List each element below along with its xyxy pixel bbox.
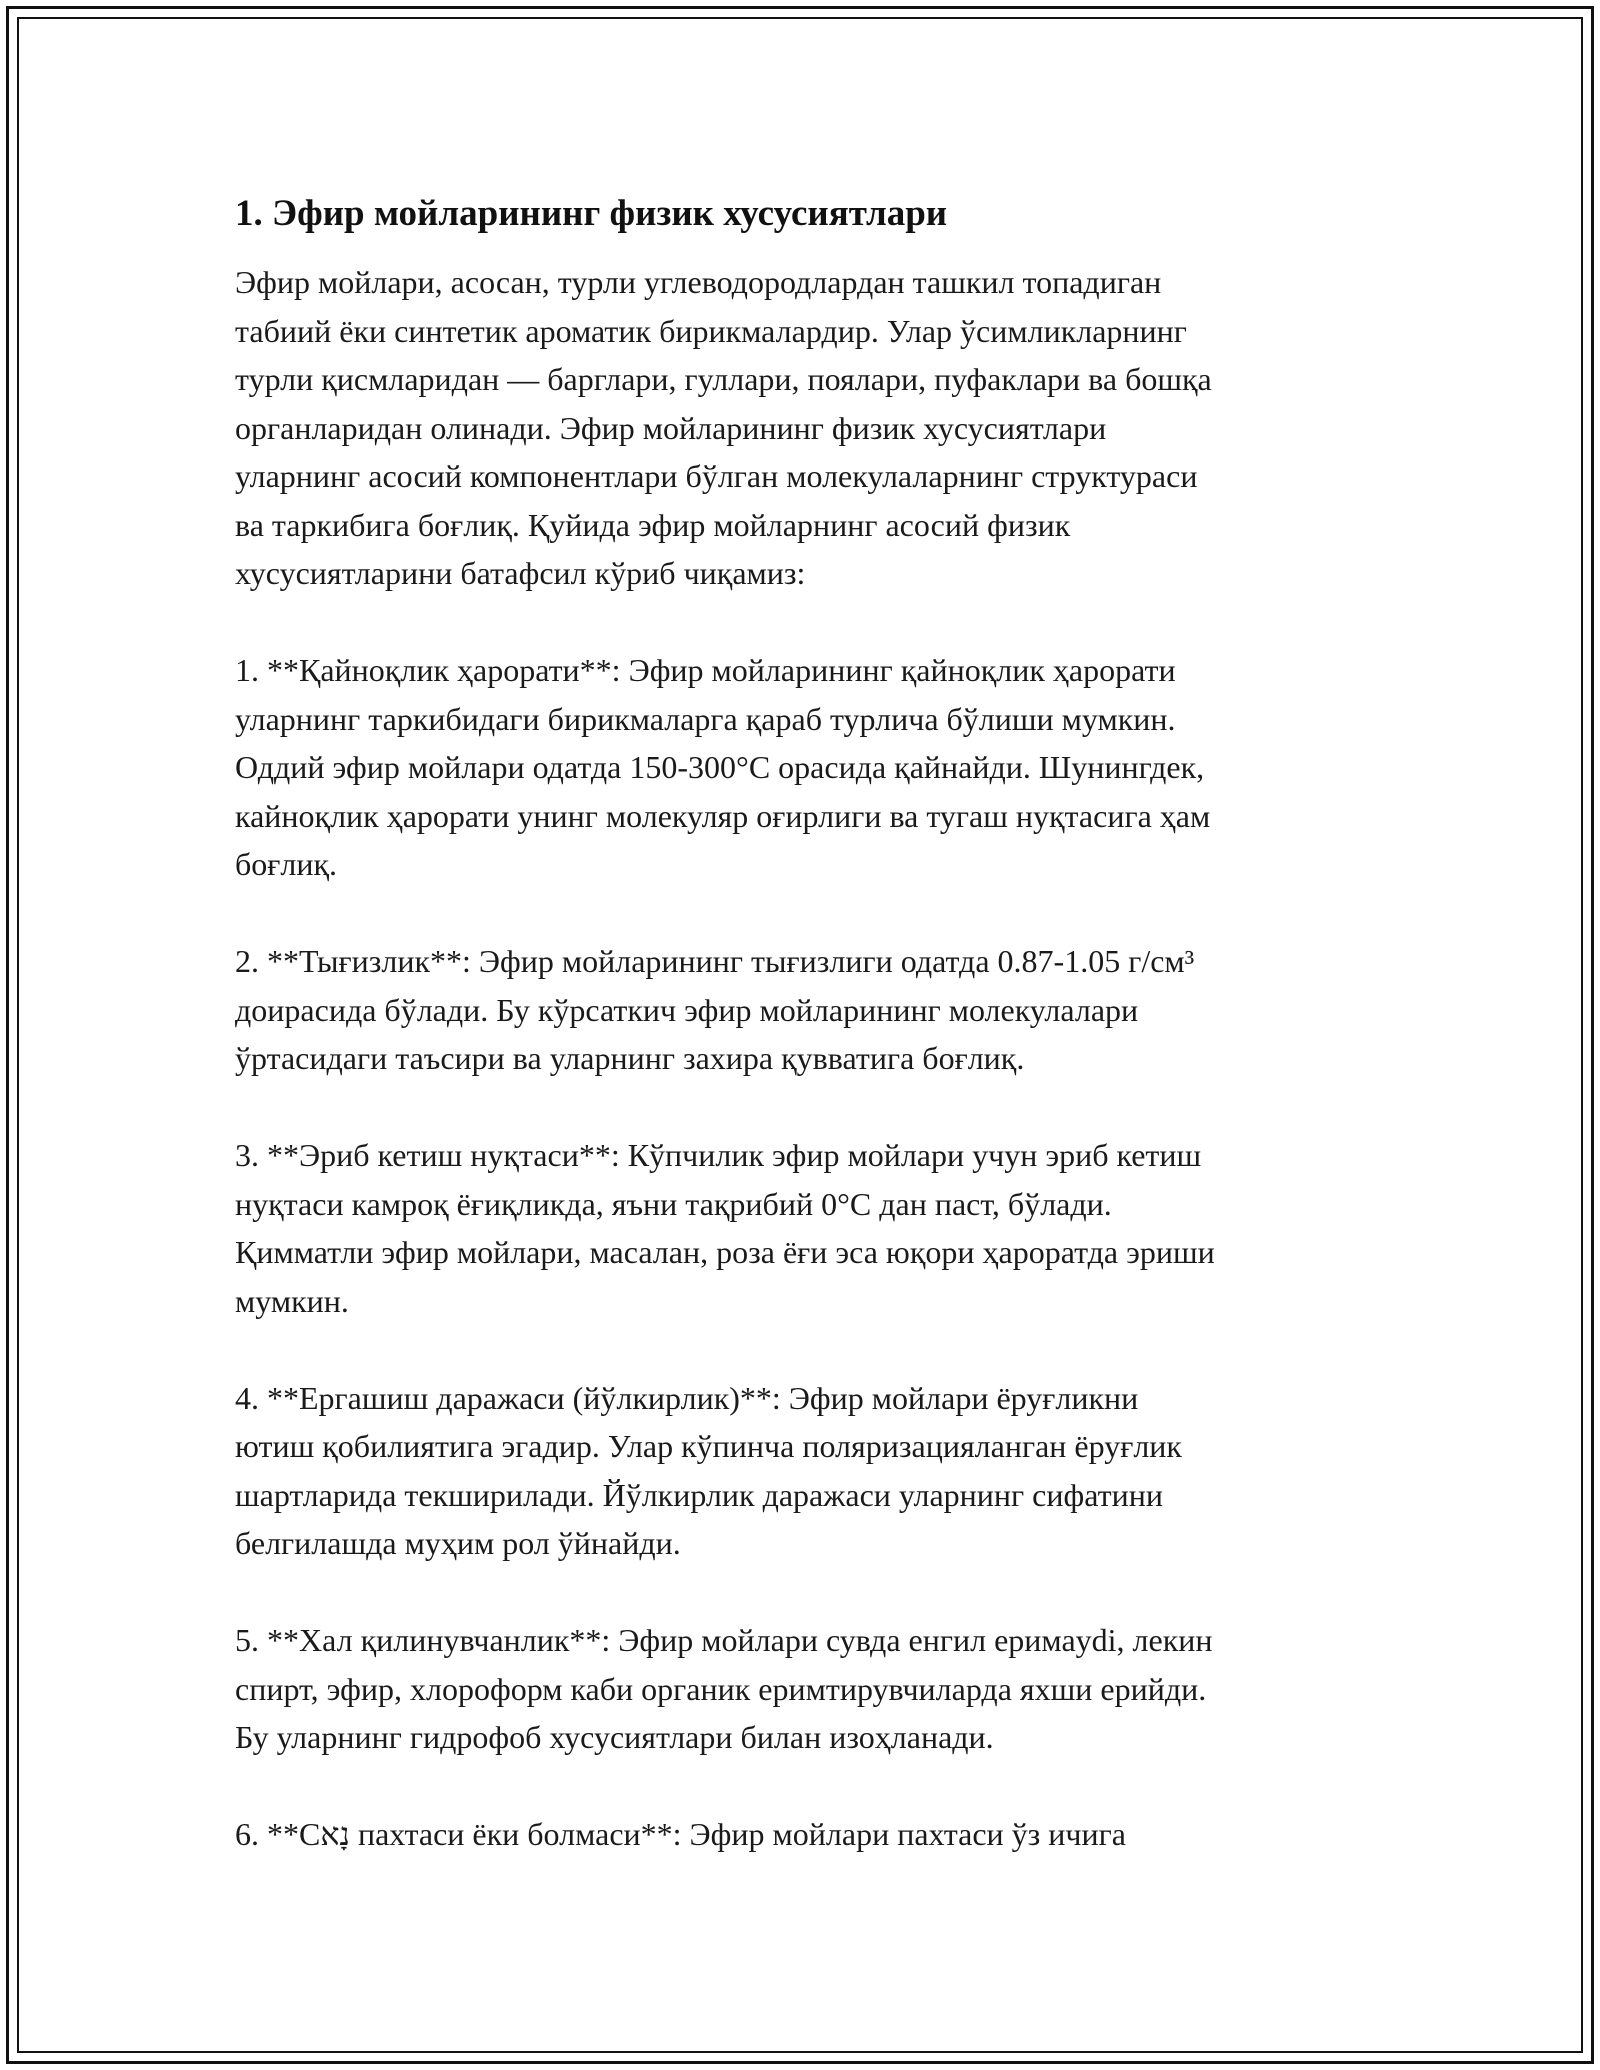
text-line: уларнинг асосий компонентлари бўлган молекулаларнинг структураси xyxy=(235,458,1198,494)
text-line: кайноқлик ҳарорати унинг молекуляр оғирлиги ва тугаш нуқтасига ҳам xyxy=(235,797,1211,834)
text-line: 5. **Хал қилинувчанлик**: Эфир мойлари сувда енгил еримаydi, лекин xyxy=(235,1622,1213,1658)
intro-paragraph xyxy=(235,258,1385,598)
text-line: 1. **Қайноқлик ҳарорати**: Эфир мойларининг қайноқлик ҳарорати xyxy=(235,652,1176,688)
list-item-optical-rotation xyxy=(235,1374,1385,1568)
text-line: уларнинг таркибидаги бирикмаларга қараб турлича бўлиши мумкин. xyxy=(235,700,1176,737)
text-line: 4. **Ергашиш даражаси (йўлкирлик)**: Эфир мойлари ёруғликни xyxy=(235,1379,1139,1416)
text-line: органларидан олинади. Эфир мойларининг физик хусусиятлари xyxy=(235,409,1107,446)
text-line: ютиш қобилиятига эгадир. Улар кўпинча поляризацияланган ёруғлик xyxy=(235,1428,1182,1464)
text-line: Қимматли эфир мойлари, масалан, роза ёғи эса юқори ҳароратда эриши xyxy=(235,1234,1215,1270)
text-line: спирт, эфир, хлороформ каби органик еримтирувчиларда яхши ерийди. xyxy=(235,1670,1207,1707)
list-item-six xyxy=(235,1810,1385,1859)
list-item-density xyxy=(235,937,1385,1083)
text-line: Оддий эфир мойлари одатда 150-300°С орасида қайнайди. Шунингдек, xyxy=(235,749,1205,785)
text-line: табиий ёки синтетик ароматик бирикмалардир. Улар ўсимликларнинг xyxy=(235,312,1187,349)
text-line: шартларида текширилади. Йўлкирлик даражаси уларнинг сифатини xyxy=(235,1476,1163,1513)
text-line: доирасида бўлади. Бу кўрсаткич эфир мойларининг молекулалари xyxy=(235,991,1139,1028)
text-line: Эфир мойлари, асосан, турли углеводородлардан ташкил топадиган xyxy=(235,264,1162,300)
text-line: хусусиятларини батафсил кўриб чиқамиз: xyxy=(235,555,806,591)
section-heading: 1. Эфир мойларининг физик хусусиятлари xyxy=(235,193,948,234)
text-line: мумкин. xyxy=(235,1282,349,1319)
text-line: Бу уларнинг гидрофоб хусусиятлари билан изоҳланади. xyxy=(235,1719,994,1755)
text-line: ўртасидаги таъсири ва уларнинг захира қувватига боғлиқ. xyxy=(235,1040,1025,1076)
text-line: 3. **Эриб кетиш нуқтаси**: Кўпчилик эфир мойлари учун эриб кетиш xyxy=(235,1137,1202,1173)
text-line: боғлиқ. xyxy=(235,846,338,882)
text-line: 6. **Сנָא пахтаси ёки болмаси**: Эфир мойлари пахтаси ўз ичига xyxy=(235,1816,1126,1852)
document-body xyxy=(235,190,1385,1907)
text-line: ва таркибига боғлиқ. Қуйида эфир мойларнинг асосий физик xyxy=(235,506,1071,543)
text-line: белгилашда муҳим рол ўйнайди. xyxy=(235,1525,681,1561)
list-item-melting-point xyxy=(235,1131,1385,1325)
list-item-boiling-point xyxy=(235,646,1385,889)
list-item-solubility xyxy=(235,1616,1385,1762)
text-line: турли қисмларидан — барглари, гуллари, поялари, пуфаклари ва бошқа xyxy=(235,361,1212,397)
text-line: нуқтаси камроқ ёғиқликда, яъни тақрибий 0°С дан паст, бўлади. xyxy=(235,1185,1112,1222)
text-line: 2. **Тығизлик**: Эфир мойларининг тығизлиги одатда 0.87-1.05 г/см³ xyxy=(235,943,1195,979)
